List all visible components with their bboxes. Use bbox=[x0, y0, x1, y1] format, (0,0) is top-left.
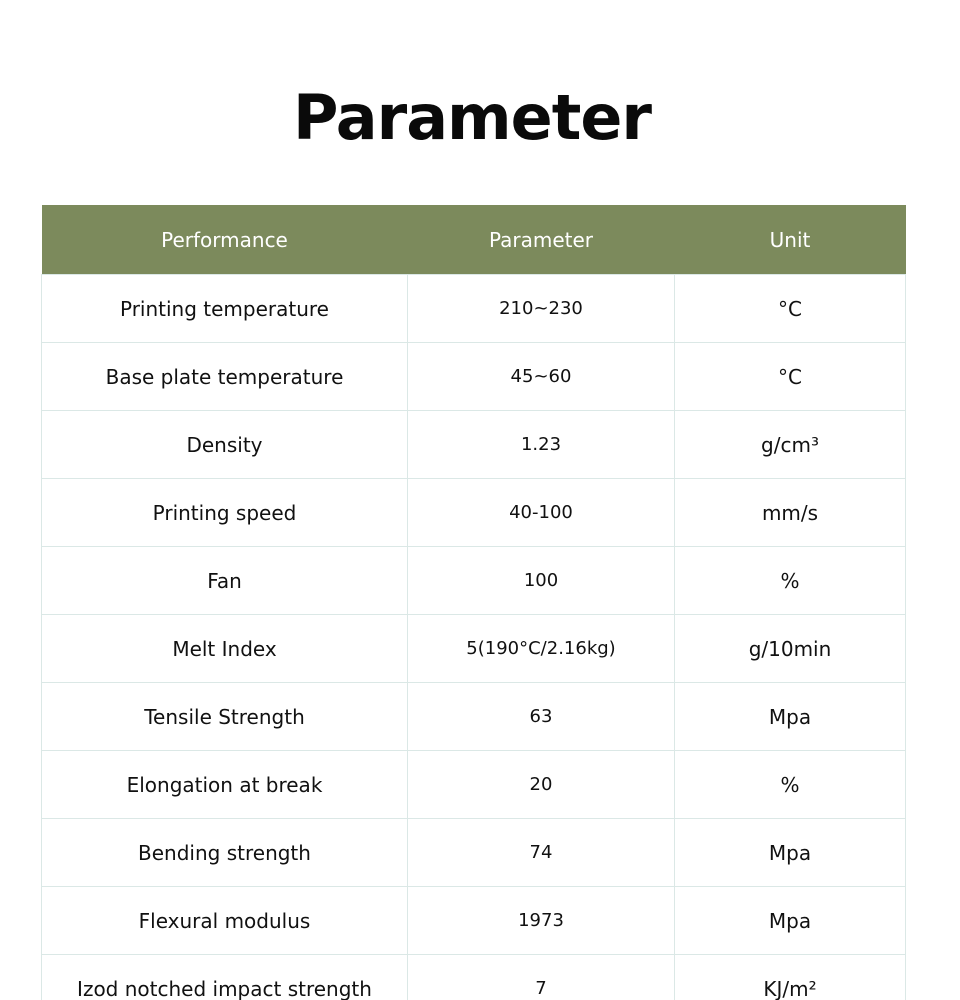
cell-unit: mm/s bbox=[675, 479, 906, 547]
cell-unit: % bbox=[675, 547, 906, 615]
cell-unit: g/10min bbox=[675, 615, 906, 683]
table-row bbox=[42, 751, 906, 819]
table-row bbox=[42, 343, 906, 411]
cell-parameter: 20 bbox=[408, 751, 675, 819]
cell-parameter: 1973 bbox=[408, 887, 675, 955]
parameter-table bbox=[41, 205, 906, 1000]
table-row bbox=[42, 615, 906, 683]
cell-parameter: 1.23 bbox=[408, 411, 675, 479]
table-row bbox=[42, 683, 906, 751]
cell-parameter: 40-100 bbox=[408, 479, 675, 547]
cell-unit: % bbox=[675, 751, 906, 819]
cell-performance: Printing temperature bbox=[42, 275, 408, 343]
cell-parameter: 100 bbox=[408, 547, 675, 615]
page-title: Parameter bbox=[293, 81, 651, 154]
cell-parameter: 210~230 bbox=[408, 275, 675, 343]
cell-unit: °C bbox=[675, 343, 906, 411]
cell-parameter: 7 bbox=[408, 955, 675, 1000]
cell-unit: KJ/m² bbox=[675, 955, 906, 1000]
table-row bbox=[42, 887, 906, 955]
cell-unit: Mpa bbox=[675, 683, 906, 751]
cell-performance: Flexural modulus bbox=[42, 887, 408, 955]
column-header-performance: Performance bbox=[42, 205, 408, 275]
table-row bbox=[42, 411, 906, 479]
cell-parameter: 63 bbox=[408, 683, 675, 751]
table-row bbox=[42, 479, 906, 547]
cell-parameter: 45~60 bbox=[408, 343, 675, 411]
table-row bbox=[42, 955, 906, 1000]
cell-performance: Density bbox=[42, 411, 408, 479]
column-header-unit: Unit bbox=[675, 205, 906, 275]
cell-unit: Mpa bbox=[675, 819, 906, 887]
cell-performance: Izod notched impact strength bbox=[42, 955, 408, 1000]
cell-parameter: 5(190°C/2.16kg) bbox=[408, 615, 675, 683]
cell-performance: Printing speed bbox=[42, 479, 408, 547]
column-header-parameter: Parameter bbox=[408, 205, 675, 275]
cell-performance: Fan bbox=[42, 547, 408, 615]
cell-unit: Mpa bbox=[675, 887, 906, 955]
cell-performance: Tensile Strength bbox=[42, 683, 408, 751]
table-row bbox=[42, 275, 906, 343]
cell-performance: Melt Index bbox=[42, 615, 408, 683]
cell-performance: Elongation at break bbox=[42, 751, 408, 819]
cell-parameter: 74 bbox=[408, 819, 675, 887]
cell-performance: Base plate temperature bbox=[42, 343, 408, 411]
cell-unit: °C bbox=[675, 275, 906, 343]
cell-performance: Bending strength bbox=[42, 819, 408, 887]
cell-unit: g/cm³ bbox=[675, 411, 906, 479]
table-row bbox=[42, 547, 906, 615]
table-header-row bbox=[42, 205, 906, 275]
table-row bbox=[42, 819, 906, 887]
